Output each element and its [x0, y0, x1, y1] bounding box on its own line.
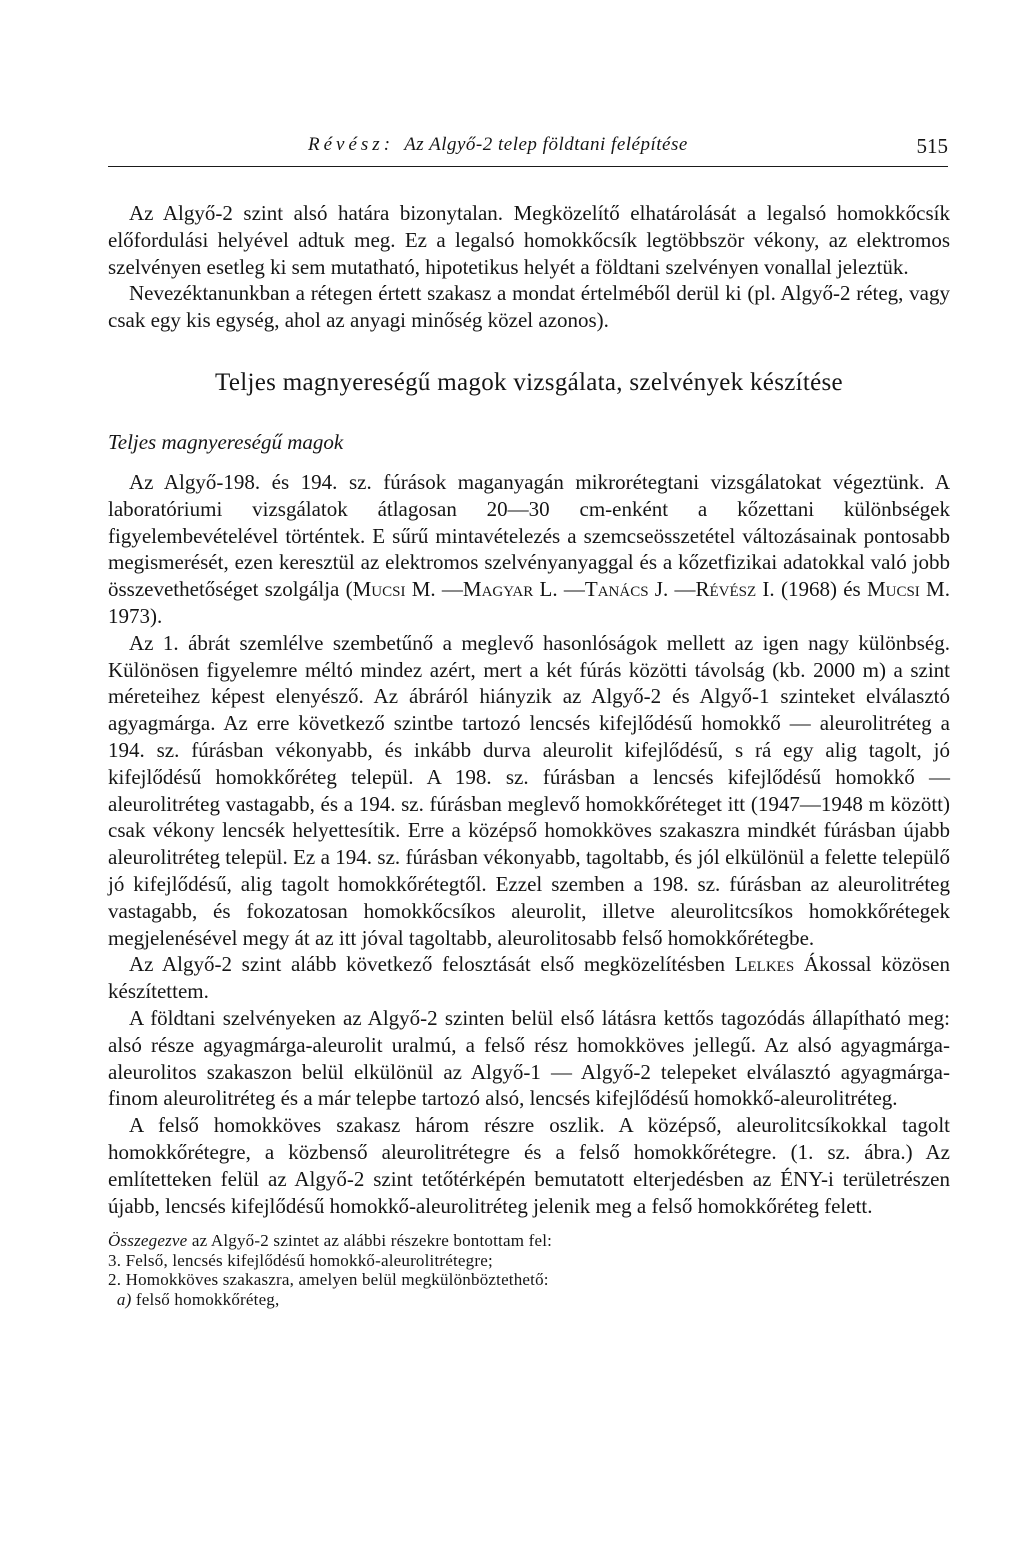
author-ref: Mucsi M. — [866, 577, 950, 602]
text-run: — — [557, 577, 585, 602]
sub-heading: Teljes magnyereségű magok — [108, 429, 344, 454]
paragraph-body-4: A földtani szelvényeken az Algyő-2 szinten belül első látásra kettős tagozódás állapítható meg: alsó része agyagmárga-aleurolit uralmú, a felső rész homokköves jellegű. Az alsó agyagmárga-aleurolitos szakaszon belül elkülönül az Algyő-1 — Algyő-2 telepeket elválasztó agyagmárga-finom aleurolitréteg és a már telepbe tartozó alsó, lencsés kifejlődésű homokkő-aleurolitréteg. — [108, 1005, 950, 1111]
text-run: — — [435, 577, 463, 602]
subitem-text: felső homokkőréteg, — [131, 1290, 280, 1310]
paragraph-body-2: Az 1. ábrát szemlélve szembetűnő a meglevő hasonlóságok mellett az igen nagy különbség. Különösen figyelemre méltó mindez azért, mert a két fúrás közötti távolság (kb. 2000 m) a szint méreteihez képest elenyésző. Az ábráról hiányzik az Algyő-2 és Algyő-1 szinteket elválasztó agyagmárga. Az erre következő szintbe tartozó lencsés kifejlődésű homokkő — aleurolitréteg a 194. sz. fúrásban vékonyabb, és inkább durva aleurolit kifejlődésű, s rá egy alig tagolt, jó kifejlődésű homokkőréteg települ. A 198. sz. fúrásban a lencsés kifejlődésű homokkő — aleurolitréteg vastagabb, és a 194. sz. fúrásban meglevő homokkőréteget itt (1947—1948 m között) csak vékony lencsék helyettesítik. Erre a középső homokköves szakaszra mindkét fúrásban újabb aleurolitréteg települ. Ez a 194. sz. fúrásban vékonyabb, tagoltabb, és jól elkülönül a felette települő jó kifejlődésű, alig tagolt homokkőrétegtől. Ezzel szemben a 198. sz. fúrásban az aleurolitréteg vastagabb, és fokozatosan homokkőcsíkos aleurolit, illetve aleurolitcsíkos homokkőrétegek megjelenésével megy át az itt jóval tagoltabb, aleurolitosabb felső homokkőrétegbe. — [108, 630, 950, 950]
paragraph-body-1 — [108, 469, 950, 630]
header-title: Az Algyő-2 telep földtani felépítése — [404, 134, 688, 155]
text-run: — — [668, 577, 696, 602]
paragraph-intro-1: Az Algyő-2 szint alsó határa bizonytalan. Megközelítő elhatárolását a legalsó homokkőcsík előfordulási helyével adtuk meg. Ez a legalsó homokkőcsík legtöbbször vékony, az elektromos szelvényen esetleg ki sem mutatható, hipotetikus helyét a földtani szelvényen vonallal jeleztük. — [108, 201, 950, 279]
running-title — [308, 134, 688, 156]
page-number: 515 — [916, 134, 948, 158]
subitem-label: a) — [116, 1290, 132, 1310]
header-author: Révész: — [308, 134, 395, 155]
summary-item-2: 2. Homokköves szakaszra, amelyen belül megkülönböztethető: — [108, 1270, 549, 1290]
page-body — [108, 200, 950, 1310]
running-header — [108, 128, 948, 167]
author-ref: Magyar L. — [462, 577, 558, 602]
author-ref: Lelkes — [734, 952, 795, 977]
text-run: 1973). — [108, 603, 163, 628]
text-run: Az Algyő-2 szint alább következő felosztását első megközelítésben — [129, 952, 735, 977]
spacer — [108, 455, 950, 469]
author-ref: Tanács J. — [584, 577, 669, 602]
text-run: (1968) és — [774, 577, 867, 602]
author-ref: Révész I. — [695, 577, 775, 602]
author-ref: Mucsi M. — [352, 577, 436, 602]
paragraph-body-3 — [108, 951, 950, 1005]
section-heading: Teljes magnyereségű magok vizsgálata, szelvények készítése — [215, 368, 843, 396]
summary-lead-italic: Összegezve — [108, 1231, 188, 1251]
summary-list — [108, 1231, 950, 1309]
text-run: Ákossal közösen készítettem. — [108, 952, 951, 1004]
text-run: Az Algyő-198. és 194. sz. fúrások maganyagán mikrorétegtani vizsgálatokat végeztünk. A laboratóriumi vizsgálatok átlagosan 20—30 cm-enként a kőzettani különbségek figyelembevételével történtek. E sűrű mintavételezés a szemcseösszetétel változásainak pontosabb megismerését, ezen keresztül az elektromos szelvényanyaggal és a kőzetfizikai adatokkal való jobb összevethetőséget szolgálja ( — [108, 469, 950, 602]
summary-subitem-a — [108, 1290, 950, 1310]
summary-lead — [108, 1231, 950, 1251]
paragraph-intro-2: Nevezéktanunkban a rétegen értett szakasz a mondat értelméből derül ki (pl. Algyő-2 réteg, vagy csak egy kis egység, ahol az anyagi minőség közel azonos). — [108, 281, 950, 333]
summary-lead-text: az Algyő-2 szintet az alábbi részekre bontottam fel: — [187, 1231, 553, 1251]
paragraph-body-5: A felső homokköves szakasz három részre oszlik. A középső, aleurolitcsíkokkal tagolt homokkőrétegre, a közbenső aleurolitrétegre és a felső homokkőrétegre. (1. sz. ábra.) Az említetteken felül az Algyő-2 szint tetőtérképén bemutatott elterjedésben az ÉNY-i területrészen újabb, lencsés kifejlődésű homokkő-aleurolitréteg jelenik meg a felső homokkőréteg felett. — [108, 1113, 950, 1218]
summary-item-3: 3. Felső, lencsés kifejlődésű homokkő-aleurolitrétegre; — [108, 1250, 493, 1270]
